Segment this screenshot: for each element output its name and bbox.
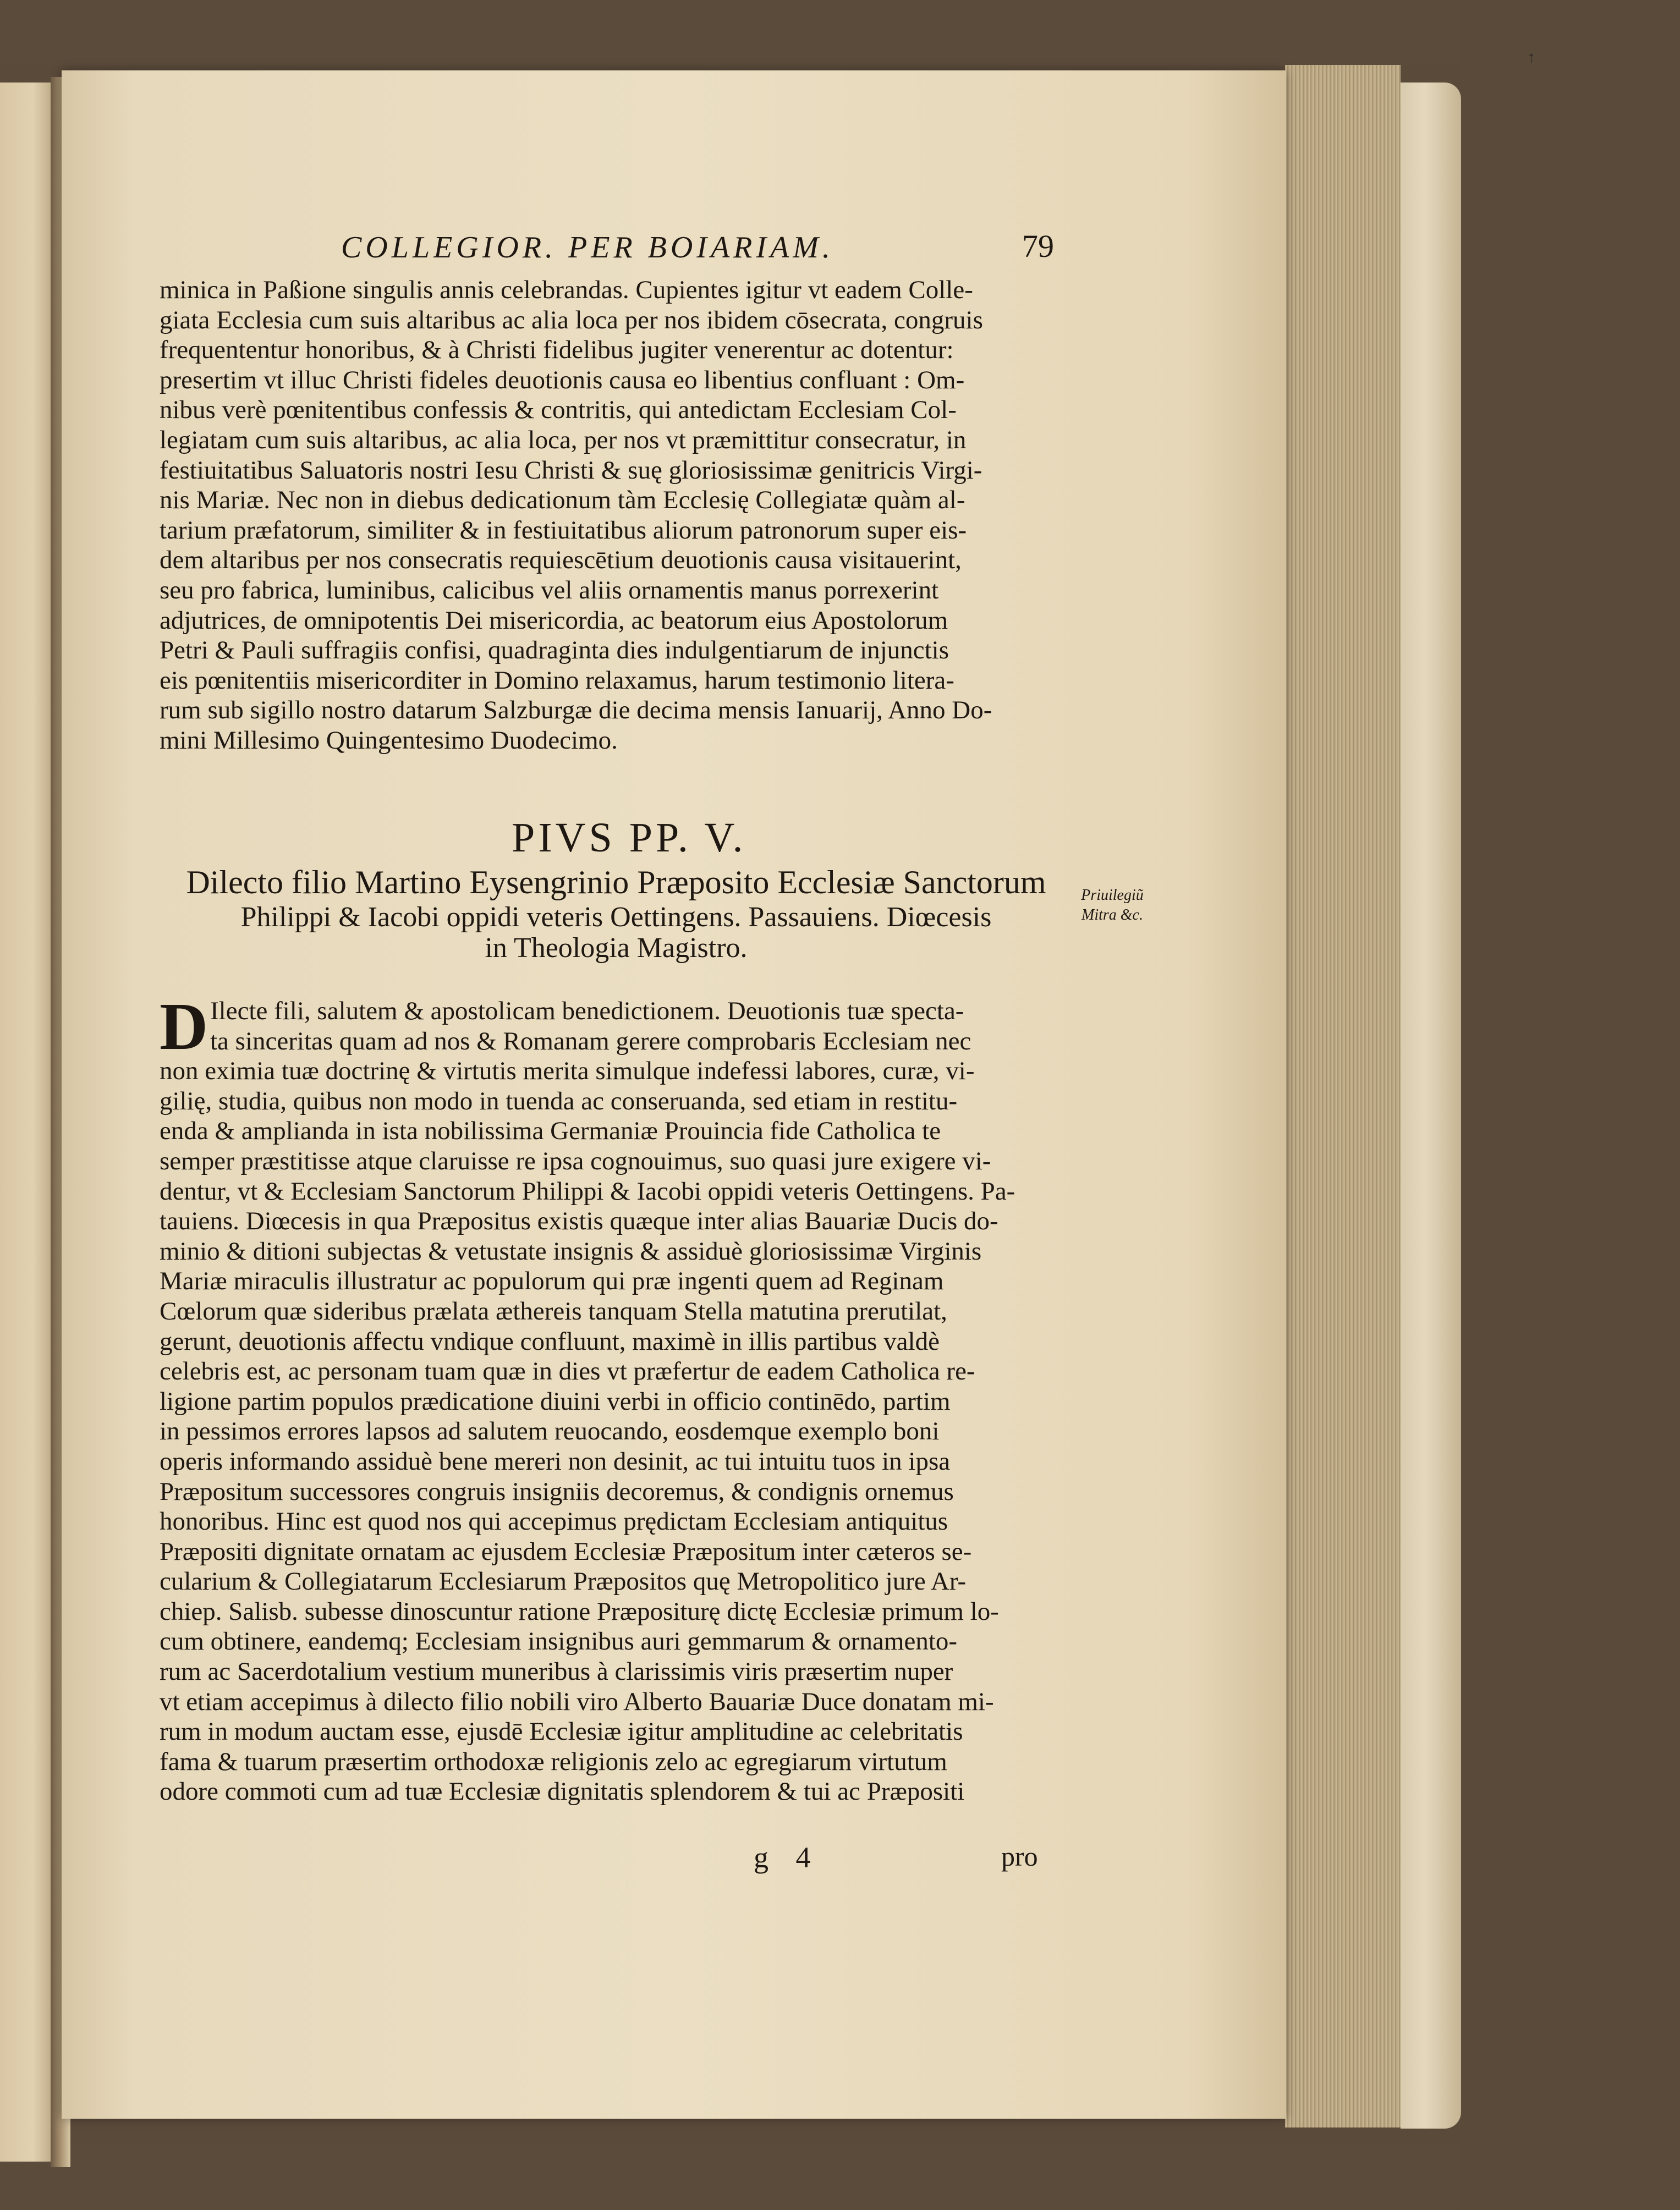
text-line: in pessimos errores lapsos ad salutem reuocando, eosdemque exemplo boni (160, 1417, 940, 1446)
text-line: rum ac Sacerdotalium vestium muneribus à clarissimis viris præsertim nuper (160, 1657, 953, 1686)
marginal-note-line-2: Mitra &c. (1081, 906, 1143, 923)
text-line: tarium præfatorum, similiter & in festiuitatibus aliorum patronorum super eis- (160, 515, 967, 545)
background-right (1461, 0, 1680, 2210)
text-line: semper præstitisse atque claruisse re ipsa cognouimus, suo quasi jure exigere vi- (160, 1146, 991, 1175)
text-line: nibus verè pœnitentibus confessis & contritis, qui antedictam Ecclesiam Col- (160, 395, 957, 425)
text-line: gilię, studia, quibus non modo in tuenda ac conseruanda, sed etiam in restitu- (160, 1086, 958, 1115)
text-line: mini Millesimo Quingentesimo Duodecimo. (160, 725, 618, 755)
text-line: enda & amplianda in ista nobilissima Germaniæ Prouincia fide Catholica te (160, 1117, 941, 1146)
text-line: operis informando assiduè bene mereri non desinit, ac tui intuitu tuos in ipsa (160, 1447, 951, 1476)
running-head: COLLEGIOR. PER BOIARIAM. (341, 230, 834, 265)
address-line-2: Philippi & Iacobi oppidi veteris Oettingens. Passauiens. Diœcesis (240, 901, 992, 933)
text-line: Præpositum successores congruis insigniis decoremus, & condignis ornemus (160, 1477, 954, 1506)
text-line: adjutrices, de omnipotentis Dei misericordia, ac beatorum eius Apostolorum (160, 606, 948, 635)
body-text (160, 275, 1067, 756)
text-line: dentur, vt & Ecclesiam Sanctorum Philippi & Iacobi oppidi veteris Oettingens. Pa- (160, 1177, 1015, 1206)
scan-arrow-mark: ↑ (1527, 48, 1535, 67)
text-line: nis Mariæ. Nec non in diebus dedicationum tàm Ecclesię Collegiatæ quàm al- (160, 486, 965, 515)
text-line: eis pœnitentiis misericorditer in Domino relaxamus, harum testimonio litera- (160, 666, 954, 695)
text-line: rum sub sigillo nostro datarum Salzburgæ die decima mensis Ianuarij, Anno Do- (160, 696, 992, 725)
marginal-note (1068, 886, 1156, 925)
text-line: ligione partim populos prædicatione diuini verbi in officio continēdo, partim (160, 1387, 951, 1416)
text-line: odore commoti cum ad tuæ Ecclesiæ dignitatis splendorem & tui ac Præpositi (160, 1777, 965, 1806)
section-heading: PIVS PP. V. (512, 815, 746, 861)
text-line: Mariæ miraculis illustratur ac populorum qui præ ingenti quem ad Reginam (160, 1267, 944, 1296)
text-line: seu pro fabrica, luminibus, calicibus vel aliis ornamentis manus porrexerint (160, 575, 939, 604)
text-line: dem altaribus per nos consecratis requiescētium deuotionis causa visitauerint, (160, 546, 962, 575)
background-top (0, 0, 1680, 65)
text-line: minio & ditioni subjectas & vetustate insignis & assiduè gloriosissimæ Virginis (160, 1236, 982, 1266)
text-line: festiuitatibus Saluatoris nostri Iesu Christi & suę gloriosissimæ genitricis Virgi- (160, 455, 982, 485)
text-line: honoribus. Hinc est quod nos qui accepimus prędictam Ecclesiam antiquitus (160, 1507, 948, 1536)
marginal-note-line-1: Priuilegiũ (1081, 887, 1144, 904)
text-line: cularium & Collegiatarum Ecclesiarum Præpositos quę Metropolitico jure Ar- (160, 1567, 967, 1596)
facing-page-edge (0, 83, 55, 2162)
page-block-edges (1285, 65, 1401, 2127)
catchword: pro (1001, 1841, 1038, 1872)
text-line: ta sinceritas quam ad nos & Romanam gerere comprobaris Ecclesiam nec (210, 1026, 971, 1055)
drop-capital: D (160, 989, 208, 1064)
text-line: cum obtinere, eandemq; Ecclesiam insignibus auri gemmarum & ornamento- (160, 1627, 958, 1656)
text-line: Petri & Pauli suffragiis confisi, quadraginta dies indulgentiarum de injunctis (160, 636, 949, 665)
address-line-3: in Theologia Magistro. (485, 932, 748, 964)
text-line: fama & tuarum præsertim orthodoxæ religionis zelo ac egregiarum virtutum (160, 1747, 947, 1776)
text-line: presertim vt illuc Christi fideles deuotionis causa eo libentius confluant : Om- (160, 365, 965, 394)
text-line: legiatam cum suis altaribus, ac alia loca, per nos vt præmittitur consecratur, in (160, 425, 967, 454)
text-line: chiep. Salisb. subesse dinoscuntur ratione Præpositurę dictę Ecclesiæ primum lo- (160, 1597, 999, 1626)
page-number: 79 (1022, 228, 1054, 264)
text-line: tauiens. Diœcesis in qua Præpositus existis quæque inter alias Bauariæ Ducis do- (160, 1207, 998, 1236)
text-line: frequententur honoribus, & à Christi fidelibus jugiter venerentur ac dotentur: (160, 336, 954, 365)
book-cover-edge (1401, 83, 1461, 2129)
text-line: gerunt, deuotionis affectu vndique confluunt, maximè in illis partibus valdè (160, 1327, 940, 1356)
text-line: celebris est, ac personam tuam quæ in dies vt præfertur de eadem Catholica re- (160, 1357, 975, 1386)
text-line: Præpositi dignitate ornatam ac ejusdem Ecclesiæ Præpositum inter cæteros se- (160, 1537, 972, 1566)
text-line: non eximia tuæ doctrinę & virtutis merita simulque indefessi labores, curæ, vi- (160, 1057, 975, 1086)
text-line: giata Ecclesia cum suis altaribus ac alia loca per nos ibidem cōsecrata, congruis (160, 305, 983, 334)
text-line: minica in Paßione singulis annis celebrandas. Cupientes igitur vt eadem Colle- (160, 276, 973, 304)
signature-mark: g 4 (754, 1841, 821, 1874)
text-line: Ilecte fili, salutem & apostolicam benedictionem. Deuotionis tuæ specta- (210, 997, 964, 1025)
letter-text (160, 989, 1067, 1807)
background-bottom (0, 2145, 1680, 2210)
text-line: rum in modum auctam esse, ejusdē Ecclesiæ igitur amplitudine ac celebritatis (160, 1717, 963, 1746)
text-line: Cœlorum quæ sideribus prælata æthereis tanquam Stella matutina prerutilat, (160, 1296, 947, 1326)
letter-address (165, 862, 1067, 964)
address-line-1: Dilecto filio Martino Eysengrinio Præposito Ecclesiæ Sanctorum (186, 864, 1046, 900)
text-line: vt etiam accepimus à dilecto filio nobili viro Alberto Bauariæ Duce donatam mi- (160, 1687, 994, 1716)
